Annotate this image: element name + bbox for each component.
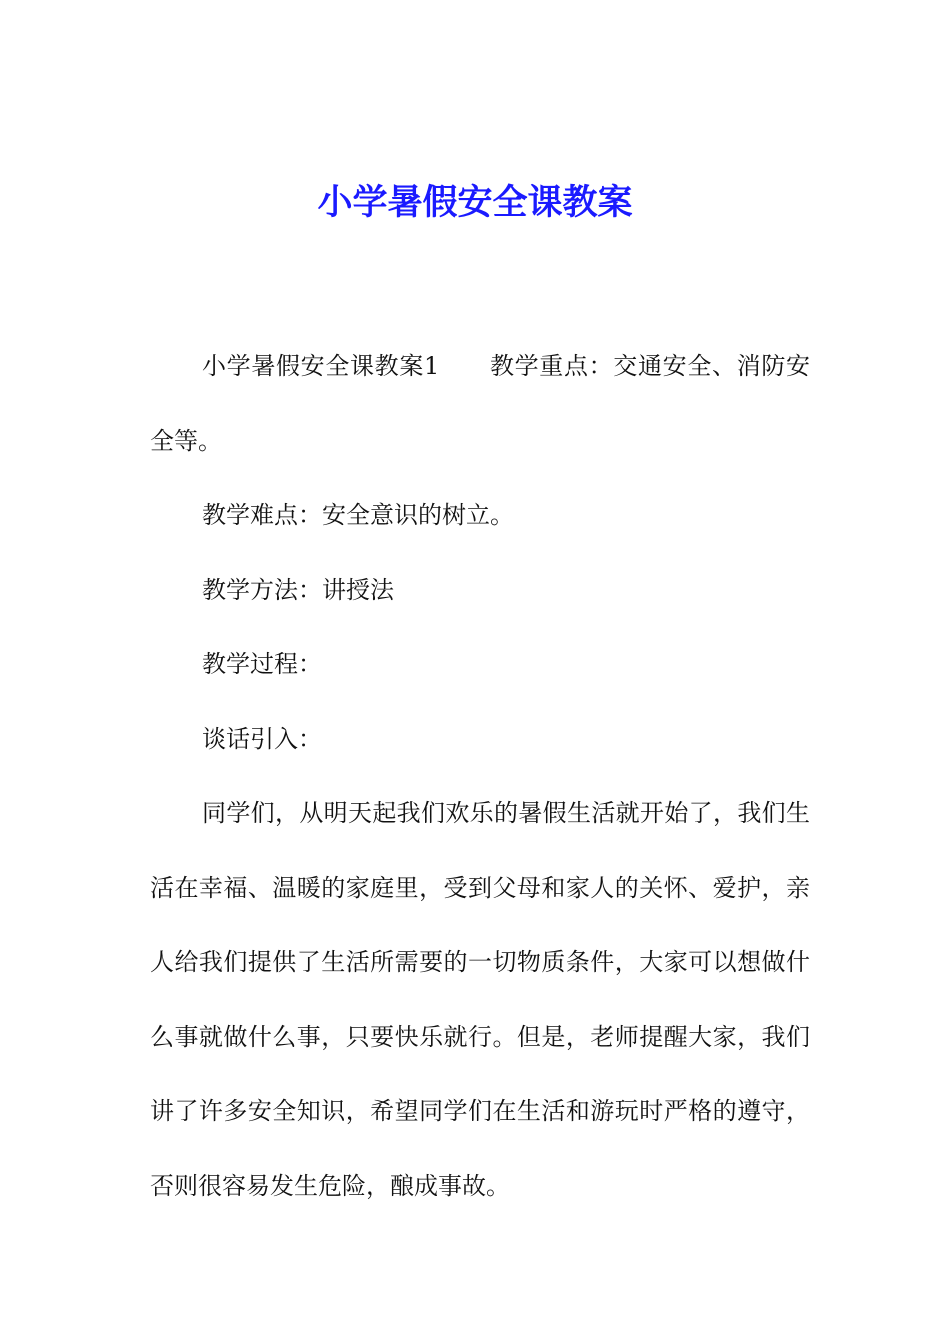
lesson-heading: 小学暑假安全课教案1 xyxy=(202,352,440,380)
paragraph-1 xyxy=(150,329,810,478)
paragraph-2: 教学难点：安全意识的树立。 xyxy=(202,501,514,529)
document-body xyxy=(150,329,810,1223)
paragraph-3: 教学方法：讲授法 xyxy=(202,575,394,604)
teaching-focus: 教学重点：交通安全、消防安全等。 xyxy=(150,352,810,455)
paragraph-4: 教学过程： xyxy=(202,650,322,678)
document-title: 小学暑假安全课教案 xyxy=(317,182,633,223)
paragraph-6: 同学们，从明天起我们欢乐的暑假生活就开始了，我们生活在幸福、温暖的家庭里，受到父母和家人的关怀、爱护，亲人给我们提供了生活所需要的一切物质条件，大家可以想做什么事就做什么事，只要快乐就行。但是，老师提醒大家，我们讲了许多安全知识，希望同学们在生活和游玩时严格的遵守，否则很容易发生危险，酿成事故。 xyxy=(150,799,810,1200)
paragraph-5: 谈话引入： xyxy=(202,724,322,753)
